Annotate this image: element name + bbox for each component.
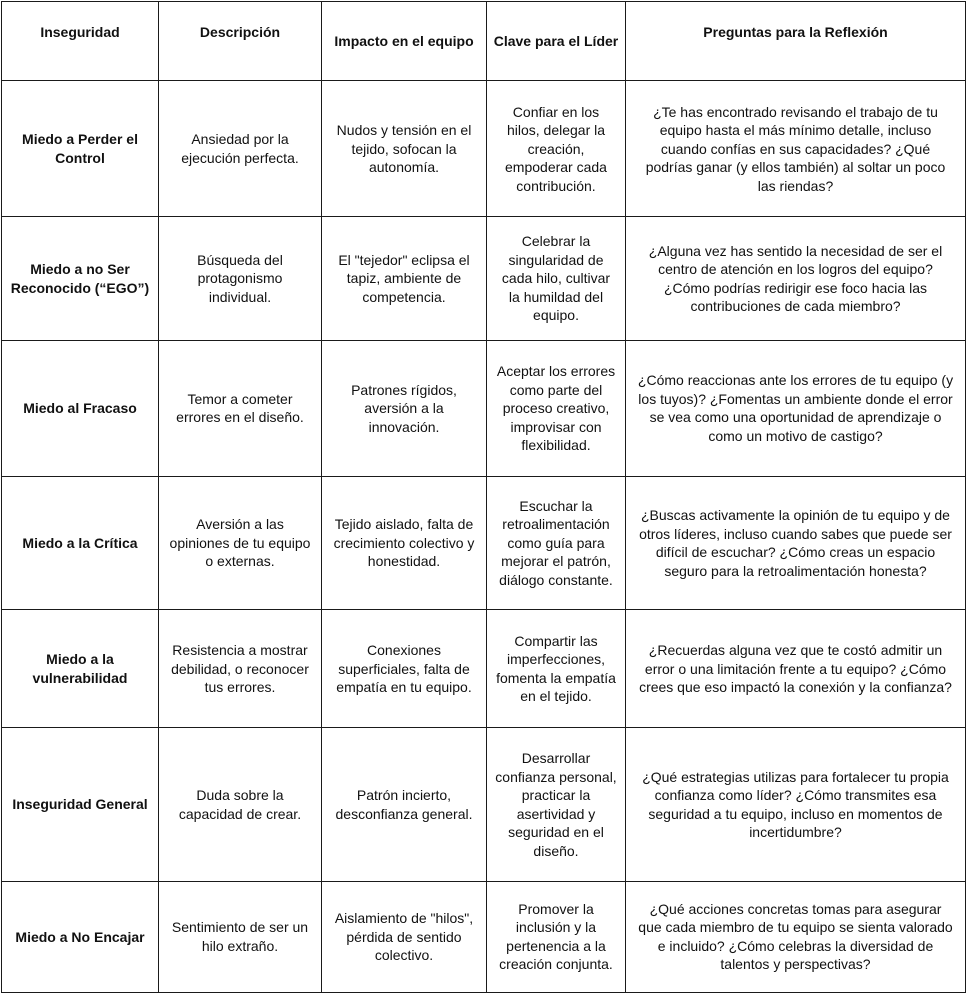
reflection-questions-cell: ¿Recuerdas alguna vez que te costó admitir un error o una limitación frente a tu equipo? ¿Cómo crees que eso impactó la conexión y la confianza?	[626, 610, 966, 728]
insecurity-name: Miedo a la vulnerabilidad	[2, 610, 159, 728]
description-cell: Búsqueda del protagonismo individual.	[159, 217, 322, 340]
impact-cell: Aislamiento de "hilos", pérdida de sentido colectivo.	[322, 881, 487, 992]
leader-key-cell: Desarrollar confianza personal, practicar la asertividad y seguridad en el diseño.	[487, 728, 626, 881]
insecurity-name: Miedo a Perder el Control	[2, 81, 159, 217]
reflection-questions-cell: ¿Te has encontrado revisando el trabajo de tu equipo hasta el más mínimo detalle, incluso cuando confías en sus capacidades? ¿Qué podrías ganar (y ellos también) al soltar un poco las riendas?	[626, 81, 966, 217]
header-clave-lider: Clave para el Líder	[487, 2, 626, 81]
leader-key-cell: Escuchar la retroalimentación como guía para mejorar el patrón, diálogo constante.	[487, 476, 626, 609]
reflection-questions-cell: ¿Cómo reaccionas ante los errores de tu equipo (y los tuyos)? ¿Fomentas un ambiente donde el error se vea como una oportunidad de aprendizaje o como un motivo de castigo?	[626, 340, 966, 476]
header-descripcion: Descripción	[159, 2, 322, 81]
insecurity-name: Miedo a no Ser Reconocido (“EGO”)	[2, 217, 159, 340]
table-row	[2, 476, 966, 609]
table-row	[2, 340, 966, 476]
description-cell: Duda sobre la capacidad de crear.	[159, 728, 322, 881]
impact-cell: Nudos y tensión en el tejido, sofocan la autonomía.	[322, 81, 487, 217]
table-row	[2, 881, 966, 992]
reflection-questions-cell: ¿Qué estrategias utilizas para fortalecer tu propia confianza como líder? ¿Cómo transmites esa seguridad a tu equipo, incluso en momentos de incertidumbre?	[626, 728, 966, 881]
description-cell: Ansiedad por la ejecución perfecta.	[159, 81, 322, 217]
header-row	[2, 2, 966, 81]
impact-cell: Conexiones superficiales, falta de empatía en tu equipo.	[322, 610, 487, 728]
insecurity-table	[1, 1, 966, 993]
table-row	[2, 610, 966, 728]
description-cell: Aversión a las opiniones de tu equipo o externas.	[159, 476, 322, 609]
reflection-questions-cell: ¿Buscas activamente la opinión de tu equipo y de otros líderes, incluso cuando sabes que puede ser difícil de escuchar? ¿Cómo creas un espacio seguro para la retroalimentación honesta?	[626, 476, 966, 609]
impact-cell: El "tejedor" eclipsa el tapiz, ambiente de competencia.	[322, 217, 487, 340]
insecurity-name: Miedo a No Encajar	[2, 881, 159, 992]
table-row	[2, 728, 966, 881]
header-inseguridad: Inseguridad	[2, 2, 159, 81]
reflection-questions-cell: ¿Qué acciones concretas tomas para asegurar que cada miembro de tu equipo se sienta valorado e incluido? ¿Cómo celebras la diversidad de talentos y perspectivas?	[626, 881, 966, 992]
header-preguntas: Preguntas para la Reflexión	[626, 2, 966, 81]
leader-key-cell: Celebrar la singularidad de cada hilo, cultivar la humildad del equipo.	[487, 217, 626, 340]
description-cell: Sentimiento de ser un hilo extraño.	[159, 881, 322, 992]
reflection-questions-cell: ¿Alguna vez has sentido la necesidad de ser el centro de atención en los logros del equipo? ¿Cómo podrías redirigir ese foco hacia las contribuciones de cada miembro?	[626, 217, 966, 340]
table-row	[2, 217, 966, 340]
leader-key-cell: Confiar en los hilos, delegar la creación, empoderar cada contribución.	[487, 81, 626, 217]
insecurity-name: Miedo al Fracaso	[2, 340, 159, 476]
insecurity-name: Miedo a la Crítica	[2, 476, 159, 609]
leader-key-cell: Aceptar los errores como parte del proceso creativo, improvisar con flexibilidad.	[487, 340, 626, 476]
impact-cell: Patrón incierto, desconfianza general.	[322, 728, 487, 881]
impact-cell: Patrones rígidos, aversión a la innovación.	[322, 340, 487, 476]
description-cell: Temor a cometer errores en el diseño.	[159, 340, 322, 476]
description-cell: Resistencia a mostrar debilidad, o reconocer tus errores.	[159, 610, 322, 728]
leader-key-cell: Compartir las imperfecciones, fomenta la empatía en el tejido.	[487, 610, 626, 728]
impact-cell: Tejido aislado, falta de crecimiento colectivo y honestidad.	[322, 476, 487, 609]
insecurity-name: Inseguridad General	[2, 728, 159, 881]
header-impacto: Impacto en el equipo	[322, 2, 487, 81]
leader-key-cell: Promover la inclusión y la pertenencia a la creación conjunta.	[487, 881, 626, 992]
table-row	[2, 81, 966, 217]
